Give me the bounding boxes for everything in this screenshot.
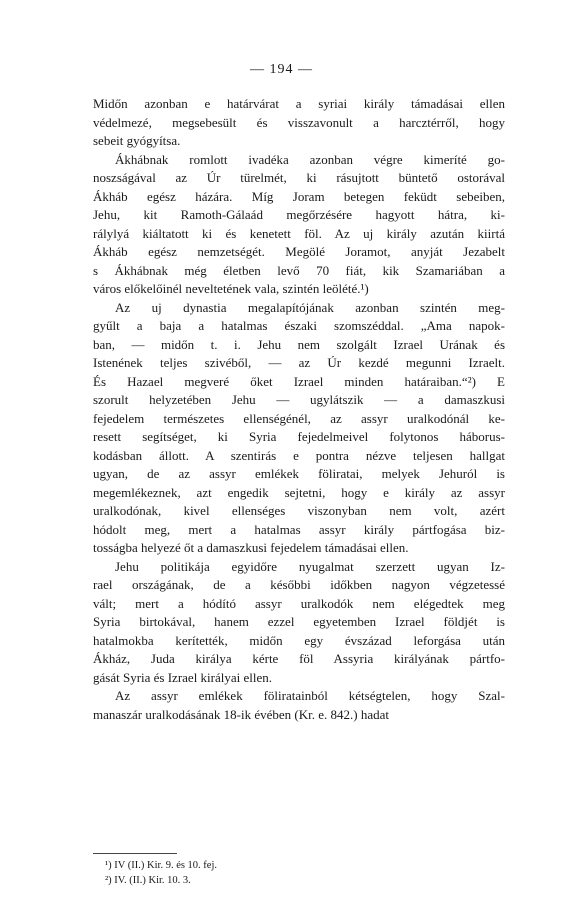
text-line: Syria birtokával, hanem ezzel egyetemben Izrael földjét is bbox=[93, 614, 505, 629]
text-line: szorult helyzetében Jehu — ugylátszik — a damaszkusi bbox=[93, 392, 505, 407]
text-line: resett segítséget, ki Syria fejedelmeivel folytonos háborus- bbox=[93, 429, 505, 444]
text-line: sebeit gyógyítsa. bbox=[93, 133, 181, 148]
text-line: Jehu politikája egyidőre nyugalmat szerzett ugyan Iz- bbox=[115, 558, 505, 574]
text-line: hódolt meg, mert a hatalmas assyr király pártfogása biz- bbox=[93, 521, 505, 537]
text-line: megemlékeznek, azt engedik sejtetni, hogy e király az assyr bbox=[93, 484, 505, 500]
text-line: gását Syria és Izrael királyai ellen. bbox=[93, 669, 273, 685]
body-text bbox=[93, 95, 505, 724]
text-line: védelmezé, megsebesült és visszavonult a harcztérről, hogy bbox=[93, 114, 505, 130]
text-line: Ákház, Juda királya kérte föl Assyria királyának pártfo- bbox=[93, 651, 505, 666]
text-line: rael országának, de a későbbi időkben nagyon végzetessé bbox=[93, 577, 505, 592]
text-line: gyűlt a baja a hatalmas északi szomszéddal. „Ama napok- bbox=[93, 318, 505, 333]
text-line: hatalmokba kerítették, midőn egy évszázad leforgása után bbox=[93, 632, 505, 648]
text-line: Az assyr emlékek föliratainból kétségtelen, hogy Szal- bbox=[115, 688, 505, 703]
text-line: Midőn azonban e határvárat a syriai király támadásai ellen bbox=[93, 96, 505, 111]
text-line: uralkodónak, kivel ellenséges viszonyban nem volt, azért bbox=[93, 503, 505, 518]
text-line: És Hazael megveré őket Izrael minden határaiban.“²) E bbox=[93, 373, 505, 389]
footnote: ²) IV. (II.) Kir. 10. 3. bbox=[105, 875, 191, 886]
page-number: — 194 — bbox=[250, 62, 313, 77]
text-line: kodásban állott. A szentirás e pontra nézve teljesen hallgat bbox=[93, 447, 505, 463]
footnote-divider bbox=[93, 853, 177, 854]
text-line: tosságba helyezé őt a damaszkusi fejedelem támadásai ellen. bbox=[93, 540, 409, 555]
text-line: s Ákhábnak még életben levő 70 fiát, kik Szamariában a bbox=[93, 262, 505, 278]
text-line: Jehu, kit Ramoth-Gálaád megőrzésére hagyott hátra, ki- bbox=[93, 207, 505, 222]
text-line: ban, — midőn t. i. Jehu nem szolgált Izrael Urának és bbox=[93, 336, 505, 352]
text-line: rálylyá kiáltatott ki és kenetett föl. Az uj király azután kiirtá bbox=[93, 225, 505, 241]
text-line: Istenének teljes szivéből, — az Úr kezdé megunni Izraelt. bbox=[93, 355, 505, 370]
text-line: vált; mert a hódító assyr uralkodók nem elégedtek meg bbox=[93, 595, 505, 611]
text-line: város előkelőinél neveltetének vala, szintén leölété.¹) bbox=[93, 281, 369, 296]
text-line: Ákhábnak romlott ivadéka azonban végre kimeríté go- bbox=[115, 151, 505, 167]
text-line: manaszár uralkodásának 18-ik évében (Kr. e. 842.) hadat bbox=[93, 706, 389, 722]
footnote: ¹) IV (II.) Kir. 9. és 10. fej. bbox=[105, 860, 218, 871]
footnotes bbox=[105, 858, 405, 888]
text-line: ugyan, de az assyr emlékek föliratai, melyek Jehuról is bbox=[93, 466, 505, 481]
text-line: Ákháb egész nemzetségét. Megölé Joramot, anyját Jezabelt bbox=[93, 244, 505, 259]
text-line: fejedelem természetes ellenségénél, az assyr uralkodónál ke- bbox=[93, 410, 505, 426]
text-line: Az uj dynastia megalapítójának azonban szintén meg- bbox=[115, 299, 505, 315]
text-line: noszságával az Úr türelmét, ki rásujtott büntető ostorával bbox=[93, 170, 505, 185]
text-line: Ákháb egész házára. Míg Joram betegen feküdt sebeiben, bbox=[93, 188, 505, 204]
